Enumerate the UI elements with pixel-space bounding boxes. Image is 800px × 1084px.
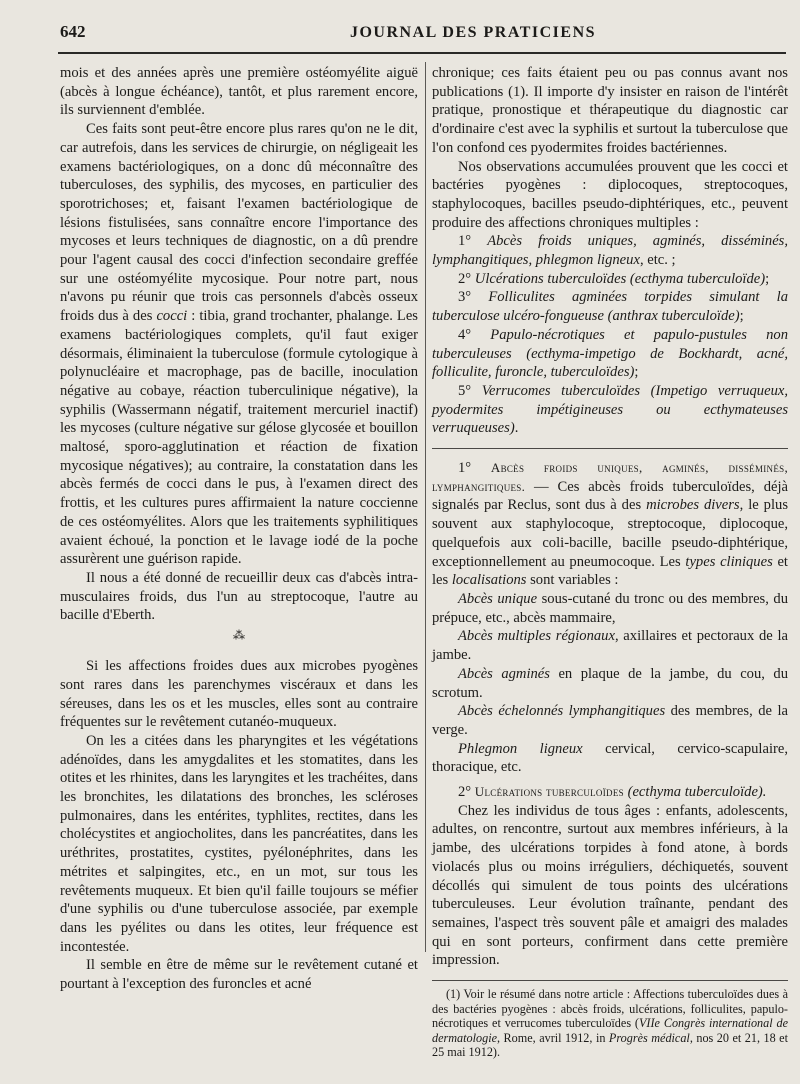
- list-text: Verrucomes tuberculoïdes (Impetigo verruqueux, pyodermites impétigineuses ou ecthymateuses verruqueuses): [432, 382, 788, 437]
- left-column: [60, 64, 418, 994]
- variant-item: [432, 702, 788, 739]
- italic-text: Abcès échelonnés lymphangitiques: [458, 703, 666, 720]
- paragraph: On les a citées dans les pharyngites et les végétations adénoïdes, dans les amygdalites et les stomatites, dans les otites et les rhinites, dans les laryngites et les trachéites, dans les bronchites, les dilatations des bronches, les scléroses pulmonaires, dans les entérites, typhlites, rectites, dans les cholécystites et angiocholites, dans les pancréatites, dans les uréthrites, prostatites, cystites, pyélonéphrites, dans les métrites et salpingites, etc., en un mot, sur tous les revêtements muqueux. Et bien qu'il faille toujours se méfier d'une syphilis ou d'une tuberculose associée, par exemple dans les pyélites ou dans les otites, leur fréquence est incontestée.: [60, 732, 418, 955]
- footnote-text: (1) Voir le résumé dans notre article : Affections tuberculoïdes dues à des bactéries pyogènes : abcès froids, ulcérations, folliculites, papulo-nécrotiques et verrucomes tuberculoïdes (: [432, 987, 788, 1031]
- list-number: 3°: [458, 289, 472, 306]
- list-text: Papulo-nécrotiques et papulo-pustules non tuberculeuses (ecthyma-impetigo de Bockhardt, acné, folliculite, furoncle, tuberculoïdes): [432, 326, 788, 381]
- variant-item: [432, 665, 788, 702]
- paragraph: chronique; ces faits étaient peu ou pas connus avant nos publications (1). Il importe d'y insister en raison de l'intérêt pratique, pronostique et thérapeutique du diagnostic car d'ordinaire c'est avec la syphilis et surtout la tuberculose que l'on confond ces pyodermites froides bactériennes.: [432, 65, 788, 156]
- list-item: [432, 270, 788, 289]
- asterism: ⁂: [233, 628, 245, 643]
- footnote-text: , Rome, avril 1912, in: [497, 1030, 609, 1045]
- list-text: Ulcérations tuberculoïdes (ecthyma tuberculoïde): [474, 270, 766, 287]
- footnote-text: , nos 20 et 21, 18 et 25 mai 1912).: [432, 1030, 788, 1060]
- paragraph-text: , le plus souvent aux staphylocoque, streptocoque, diplocoque, quelquefois aux coli-bacille, bacille pseudo-diphtérique, exceptionnellement au pneumocoque. Les: [432, 497, 788, 570]
- right-column: [432, 64, 788, 1060]
- italic-text: Abcès agminés: [458, 665, 550, 682]
- variant-item: [432, 627, 788, 664]
- paragraph-text: : tibia, grand trochanter, phalange. Les examens bactériologiques complets, qu'il faut exiger désormais, éliminaient la tuberculose (formule cytologique à polynucléaire et macrophage, pas de bacille, inoculation négative au cobaye, réaction tuberculinique négative), la syphilis (Wassermann négatif, traitement mercuriel inactif) les mycoses (culture négative sur gélose glycosée et bouillon maltosé, sporo-agglutination et réaction de fixation mycosique négatives); au contraire, la constatation dans les abcès fermés de cocci dans le pus, à l'examen direct des frottis, et les cultures pures affirmaient la nature coccienne de ces ostéomyélites. Alors que les traitements syphilitiques avaient échoué, la ponction et le lavage iodé de la poche assurèrent une guérison rapide.: [60, 308, 418, 568]
- paragraph-text: sont variables :: [526, 572, 619, 589]
- list-tail: .: [514, 420, 519, 437]
- section-heading: Ulcérations tuberculoïdes: [474, 784, 624, 800]
- paragraph-text: , axillaires et pectoraux de la jambe.: [432, 628, 789, 664]
- paragraph: Il nous a été donné de recueillir deux cas d'abcès intra-musculaires froids, dus l'un au streptocoque, l'autre au bacille d'Eberth.: [60, 569, 418, 624]
- paragraph-text: Ces faits sont peut-être encore plus rares qu'on ne le dit, car autrefois, dans les services de chirurgie, on négligeait les examens bactériologiques, on a donc dû méconnaître des tuberculoses, des syphilis, des mycoses, en particulier des sporotrichoses; et, faisant l'examen bactériologique de lésions fistulisées, sans connaître encore l'importance des mycoses et leurs techniques de diagnostic, on a dû prendre pour l'agent causal des cocci d'infection secondaire greffée sur une ostéomyélite mycosique. Pour notre part, nous n'avons pu réunir que trois cas personnels d'abcès osseux froids dus à des: [60, 121, 418, 325]
- list-number: 5°: [458, 382, 472, 399]
- paragraph: [60, 120, 418, 569]
- list-text: Abcès froids uniques, agminés, disséminés, lymphangitiques, phlegmon ligneux: [432, 233, 788, 269]
- section-rule: [432, 448, 788, 449]
- section-paragraph: [432, 783, 788, 802]
- variant-item: [432, 740, 788, 777]
- list-tail: ;: [739, 308, 744, 325]
- list-item: [432, 288, 788, 325]
- section-number: 2°: [458, 784, 472, 801]
- italic-text: VIIe Congrès international de dermatologie: [432, 1016, 788, 1045]
- italic-text: Abcès unique: [458, 590, 538, 607]
- paragraph-text: sous-cutané du tronc ou des membres, du prépuce, etc., abcès mammaire,: [432, 590, 788, 626]
- footnote: [432, 987, 788, 1060]
- paragraph-text: des membres, de la verge.: [432, 703, 789, 738]
- column-divider: [425, 62, 426, 952]
- section-heading: Abcès froids uniques, agminés, disséminés, lymphangitiques.: [432, 460, 789, 494]
- italic-text: Phlegmon ligneux: [458, 740, 583, 757]
- paragraph: Chez les individus de tous âges : enfants, adolescents, adultes, on rencontre, surtout aux membres inférieurs, à la jambe, des ulcérations torpides à fond atone, à bords violacés plus ou moins irréguliers, déchiquetés, souvent décollés qui simulent de tous points des ulcérations tuberculeuses. Leur évolution traînante, pendant des semaines, l'aspect très souvent pâle et amaigri des malades qui en sont porteurs, confirment dans cette première impression.: [432, 802, 788, 969]
- paragraph: Si les affections froides dues aux microbes pyogènes sont rares dans les parenchymes viscéraux et dans les séreuses, dans les os et les muscles, elles sont au contraire fréquentes sur le revêtement cutanéo-muqueux.: [60, 658, 418, 731]
- italic-text: Progrès médical: [608, 1030, 690, 1045]
- paragraph-text: en plaque de la jambe, du cou, du scrotum.: [432, 665, 788, 701]
- paragraph: Il semble en être de même sur le revêtement cutané et pourtant à l'exception des furoncles et acné: [60, 957, 418, 993]
- list-item: [432, 382, 788, 438]
- italic-text: (ecthyma tuberculoïde).: [623, 784, 767, 801]
- list-tail: , etc. ;: [639, 252, 676, 269]
- list-tail: ;: [634, 364, 639, 381]
- footnote-rule: [432, 980, 788, 981]
- list-text: Folliculites agminées torpides simulant la tuberculose ulcéro-fongueuse (anthrax tuberculoïde): [432, 289, 788, 325]
- italic-text: types cliniques: [685, 553, 773, 570]
- list-number: 2°: [458, 270, 472, 287]
- section-number: 1°: [458, 460, 472, 477]
- page-number: 642: [60, 22, 86, 41]
- italic-text: localisations: [451, 572, 527, 589]
- section-paragraph: [432, 459, 788, 590]
- list-number: 1°: [458, 233, 472, 250]
- italic-text: cocci: [156, 308, 188, 325]
- list-item: [432, 326, 788, 382]
- italic-text: microbes divers: [646, 497, 740, 514]
- variant-item: [432, 590, 788, 627]
- italic-text: Abcès multiples régionaux: [458, 628, 615, 645]
- page-header: [60, 22, 786, 48]
- paragraph: mois et des années après une première ostéomyélite aiguë (abcès à longue échéance), tantôt, et plus rarement encore, ils surviennent d'emblée.: [60, 65, 418, 119]
- paragraph-text: cervical, cervico-scapulaire, thoracique, etc.: [432, 740, 788, 776]
- paragraph-text: et les: [432, 553, 788, 589]
- paragraph-text: — Ces abcès froids tuberculoïdes, déjà signalés par Reclus, sont dus à des: [432, 478, 788, 514]
- list-item: [432, 232, 788, 269]
- paragraph: Nos observations accumulées prouvent que les cocci et bactéries pyogènes : diplocoques, streptocoques, staphylocoques, bacilles pseudo-diphtériques, etc., peuvent produire des affections chroniques multiples :: [432, 158, 788, 231]
- list-number: 4°: [458, 326, 472, 343]
- header-rule: [58, 52, 786, 54]
- journal-title: JOURNAL DES PRATICIENS: [349, 24, 597, 41]
- list-tail: ;: [765, 270, 770, 287]
